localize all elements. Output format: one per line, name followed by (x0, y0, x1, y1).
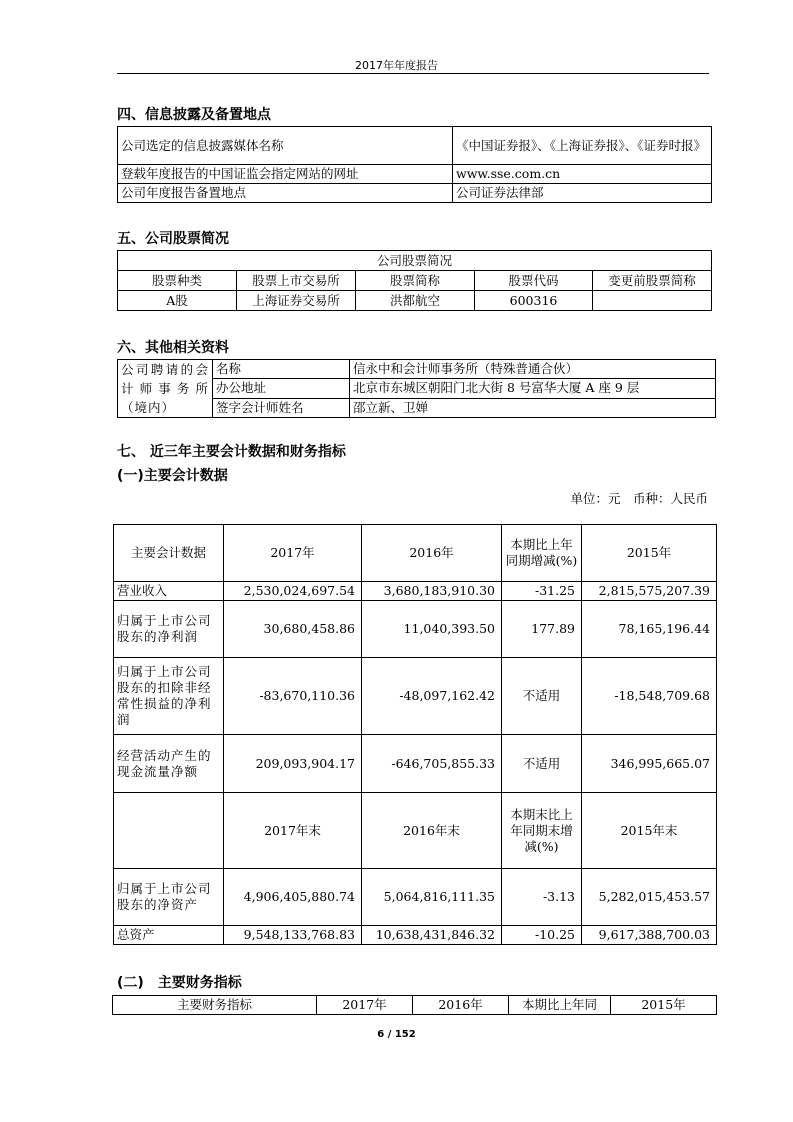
table-cell: 2,530,024,697.54 (224, 582, 362, 601)
accounting-data-table (113, 524, 717, 945)
disclosure-value: www.sse.com.cn (453, 165, 712, 184)
table-row (118, 251, 712, 271)
table-cell: 11,040,393.50 (362, 601, 502, 658)
disclosure-label: 公司年度报告备置地点 (118, 184, 453, 203)
table-cell: 30,680,458.86 (224, 601, 362, 658)
table-row (114, 601, 717, 658)
auditor-field-value: 信永中和会计师事务所（特殊普通合伙） (350, 360, 716, 379)
column-header: 主要财务指标 (113, 996, 317, 1015)
section7-sub1-heading: (一)主要会计数据 (117, 468, 228, 484)
table-cell: -18,548,709.68 (582, 658, 717, 735)
column-header: 本期比上年同期增减(%) (502, 525, 582, 582)
disclosure-label: 公司选定的信息披露媒体名称 (118, 127, 453, 165)
auditor-field-value: 北京市东城区朝阳门北大街 8 号富华大厦 A 座 9 层 (350, 379, 716, 398)
table-cell: -3.13 (502, 869, 582, 926)
column-header: 主要会计数据 (114, 525, 224, 582)
page-number: 6 / 152 (377, 1029, 416, 1040)
table-row (118, 165, 712, 184)
table-cell: -10.25 (502, 926, 582, 945)
table-row (118, 127, 712, 165)
section5-heading: 五、公司股票简况 (117, 231, 229, 247)
column-header: 变更前股票简称 (593, 271, 712, 291)
table-cell: -83,670,110.36 (224, 658, 362, 735)
table-row (114, 658, 717, 735)
auditor-field-value: 邵立新、卫婵 (350, 398, 716, 417)
table-cell (593, 291, 712, 311)
table-cell: 上海证券交易所 (237, 291, 356, 311)
table-cell: 洪都航空 (356, 291, 475, 311)
column-header: 2016年 (362, 525, 502, 582)
row-label: 经营活动产生的现金流量净额 (114, 735, 224, 793)
table-cell: 10,638,431,846.32 (362, 926, 502, 945)
disclosure-table (117, 126, 712, 203)
table-cell: 346,995,665.07 (582, 735, 717, 793)
column-header: 2015年 (611, 996, 717, 1015)
table-cell: 3,680,183,910.30 (362, 582, 502, 601)
disclosure-value: 公司证券法律部 (453, 184, 712, 203)
column-header: 股票简称 (356, 271, 475, 291)
table-cell: -31.25 (502, 582, 582, 601)
column-header: 股票上市交易所 (237, 271, 356, 291)
row-label: 归属于上市公司股东的扣除非经常性损益的净利润 (114, 658, 224, 735)
column-header: 2015年末 (582, 793, 717, 869)
column-header: 2017年末 (224, 793, 362, 869)
table-header-row (114, 793, 717, 869)
column-header: 2015年 (582, 525, 717, 582)
table-header-row (114, 525, 717, 582)
disclosure-value: 《中国证券报》、《上海证券报》、《证券时报》 (453, 127, 712, 165)
row-label: 总资产 (114, 926, 224, 945)
column-header: 2016年 (413, 996, 509, 1015)
table-row (114, 582, 717, 601)
table-row (118, 360, 716, 379)
table-cell: 2,815,575,207.39 (582, 582, 717, 601)
unit-note: 单位：元 币种：人民币 (570, 491, 708, 506)
table-cell: 78,165,196.44 (582, 601, 717, 658)
table-cell: 9,617,388,700.03 (582, 926, 717, 945)
column-header: 本期末比上年同期末增减(%) (502, 793, 582, 869)
table-cell: 5,064,816,111.35 (362, 869, 502, 926)
stock-table-title: 公司股票简况 (118, 251, 712, 271)
auditor-group-label: 公司聘请的会计师事务所（境内） (118, 360, 213, 418)
financial-indicators-table (112, 995, 717, 1015)
column-header: 2017年 (317, 996, 413, 1015)
row-label: 归属于上市公司股东的净资产 (114, 869, 224, 926)
auditor-field-label: 名称 (213, 360, 350, 379)
section7-heading: 七、 近三年主要会计数据和财务指标 (117, 444, 346, 460)
table-row (118, 291, 712, 311)
table-header-row (118, 271, 712, 291)
column-header: 股票代码 (475, 271, 593, 291)
column-header: 本期比上年同 (509, 996, 611, 1015)
table-cell: 5,282,015,453.57 (582, 869, 717, 926)
table-row (114, 869, 717, 926)
page-header-title: 2017年年度报告 (355, 59, 438, 72)
column-header: 股票种类 (118, 271, 237, 291)
disclosure-label: 登载年度报告的中国证监会指定网站的网址 (118, 165, 453, 184)
table-row (118, 184, 712, 203)
table-cell: 177.89 (502, 601, 582, 658)
table-header-row (113, 996, 717, 1015)
row-label: 营业收入 (114, 582, 224, 601)
table-cell: A股 (118, 291, 237, 311)
table-cell: 9,548,133,768.83 (224, 926, 362, 945)
header-divider (117, 73, 709, 74)
row-label: 归属于上市公司股东的净利润 (114, 601, 224, 658)
table-row (114, 926, 717, 945)
section7-sub2-heading: (二) 主要财务指标 (117, 975, 242, 991)
table-cell: 不适用 (502, 658, 582, 735)
section4-heading: 四、信息披露及备置地点 (117, 107, 271, 123)
table-row (114, 735, 717, 793)
section6-heading: 六、其他相关资料 (117, 340, 229, 356)
table-cell: 不适用 (502, 735, 582, 793)
table-cell: 600316 (475, 291, 593, 311)
table-cell: 4,906,405,880.74 (224, 869, 362, 926)
auditor-table (117, 359, 716, 418)
column-header: 2017年 (224, 525, 362, 582)
table-cell: -646,705,855.33 (362, 735, 502, 793)
auditor-field-label: 签字会计师姓名 (213, 398, 350, 417)
stock-table (117, 250, 712, 311)
table-cell: 209,093,904.17 (224, 735, 362, 793)
table-cell: -48,097,162.42 (362, 658, 502, 735)
column-header: 2016年末 (362, 793, 502, 869)
column-header (114, 793, 224, 869)
auditor-field-label: 办公地址 (213, 379, 350, 398)
